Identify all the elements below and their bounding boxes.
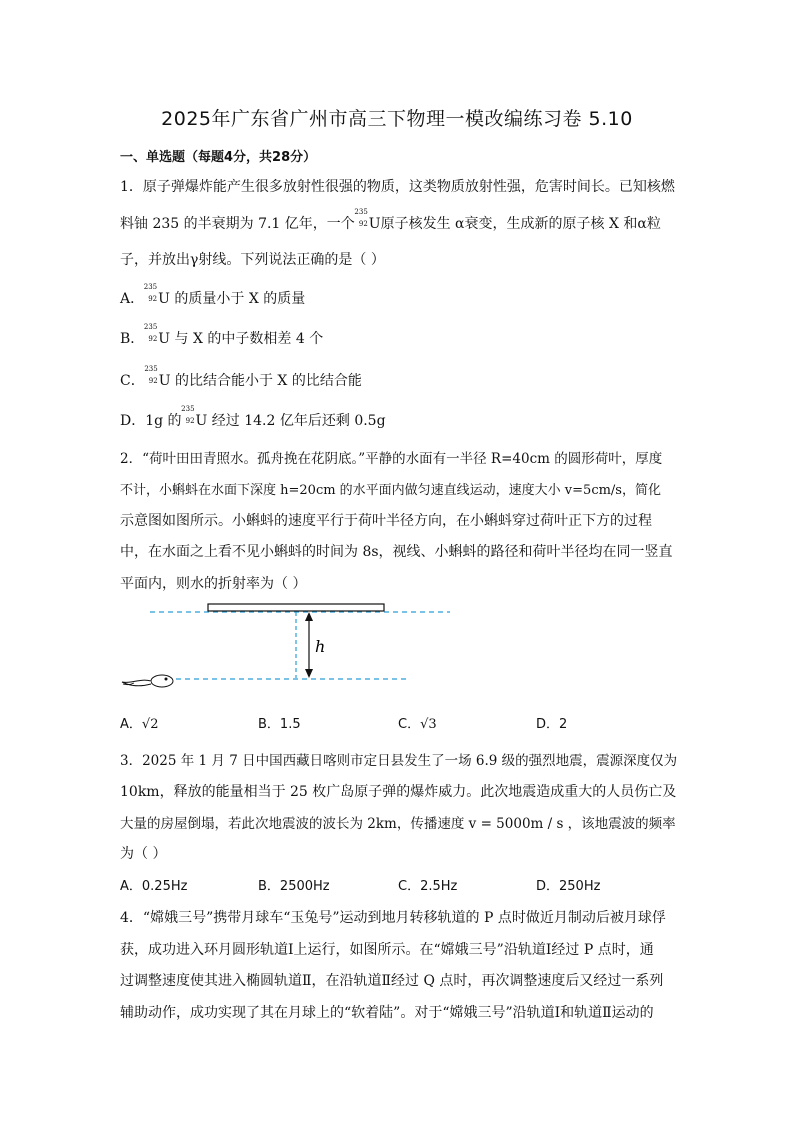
q2-line-5: 平面内，则水的折射率为（ ） [120, 576, 307, 592]
q3-option-d: D．250Hz [536, 879, 601, 894]
q2-option-a: A．√2 [120, 717, 159, 732]
q3-line-3: 大量的房屋倒塌，若此次地震波的波长为 2km，传播速度 v = 5000m / s ，该地震波的频率 [120, 816, 676, 832]
document-title: 2025年广东省广州市高三下物理一模改编练习卷 5.10 [161, 108, 633, 130]
q2-line-4: 中，在水面之上看不见小蝌蚪的时间为 8s，视线、小蝌蚪的路径和荷叶半径均在同一竖直 [120, 544, 673, 560]
q3-line-2: 10km，释放的能量相当于 25 枚广岛原子弹的爆炸威力。此次地震造成重大的人员伤亡及 [120, 784, 677, 800]
q2-option-d: D．2 [536, 717, 568, 732]
q1-option-c: C． 235 92 U 的比结合能小于 X 的比结合能 [120, 365, 362, 389]
q4-line-2: 获，成功进入环月圆形轨道Ⅰ上运行，如图所示。在“嫦娥三号”沿轨道Ⅰ经过 P 点时，通 [120, 942, 654, 958]
depth-arrow-head-bottom [305, 669, 313, 678]
q1-option-a: A． 235 92 U 的质量小于 X 的质量 [120, 283, 306, 307]
q4-line-4: 辅助动作，成功实现了其在月球上的“软着陆”。对于“嫦娥三号”沿轨道Ⅰ和轨道Ⅱ运动的 [120, 1005, 654, 1021]
section-heading: 一、单选题（每题4分，共28分） [120, 150, 317, 165]
q2-line-3: 示意图如图所示。小蝌蚪的速度平行于荷叶半径方向，在小蝌蚪穿过荷叶正下方的过程 [120, 513, 652, 529]
q2-option-b: B．1.5 [258, 717, 301, 732]
q1-line-2-start: 料铀 235 的半衰期为 7.1 亿年，一个 [120, 216, 355, 232]
q1-option-b: B． 235 92 U 与 X 的中子数相差 4 个 [120, 323, 324, 347]
q3-line-4: 为（ ） [120, 846, 167, 862]
q1-line-2: 料铀 235 的半衰期为 7.1 亿年，一个 235 92 U原子核发生 α衰变，生成新的原子核 X 和α粒 [120, 208, 661, 232]
q3-option-b: B．2500Hz [258, 879, 330, 894]
q2-option-c: C．√3 [398, 717, 437, 732]
tadpole-icon [122, 675, 173, 687]
q1-option-d: D．1g 的 235 92 U 经过 14.2 亿年后还剩 0.5g [120, 405, 386, 429]
q2-line-1: 2．“荷叶田田青照水。孤舟挽在花阴底。”平静的水面有一半径 R=40cm 的圆形荷叶，厚度 [120, 451, 663, 467]
isotope-u235: 235 92 [354, 208, 368, 228]
sqrt2-value: √2 [141, 717, 159, 732]
q3-line-1: 3．2025 年 1 月 7 日中国西藏日喀则市定日县发生了一场 6.9 级的强烈地震，震源深度仅为 [120, 753, 678, 769]
q3-option-c: C．2.5Hz [398, 879, 458, 894]
q1-line-2-end: 原子核发生 α衰变，生成新的原子核 X 和α粒 [380, 216, 661, 232]
lotus-leaf [208, 604, 384, 611]
q1-line-3: 子，并放出γ射线。下列说法正确的是（ ） [120, 252, 385, 268]
depth-label: h [315, 637, 326, 656]
depth-arrow-head-top [305, 612, 313, 621]
q4-line-3: 过调整速度使其进入椭圆轨道Ⅱ，在沿轨道Ⅱ经过 Q 点时，再次调整速度后又经过一系列 [120, 973, 664, 989]
q4-line-1: 4．“嫦娥三号”携带月球车“玉兔号”运动到地月转移轨道的 P 点时做近月制动后被月球俘 [120, 910, 666, 926]
sqrt3-value: √3 [420, 717, 437, 732]
lotus-leaf-diagram [110, 596, 470, 696]
q3-option-a: A．0.25Hz [120, 879, 188, 894]
q2-line-2: 不计，小蝌蚪在水面下深度 h=20cm 的水平面内做匀速直线运动，速度大小 v=5cm/s，简化 [120, 483, 661, 498]
q1-line-1: 1．原子弹爆炸能产生很多放射性很强的物质，这类物质放射性强，危害时间长。已知核燃 [120, 179, 675, 195]
